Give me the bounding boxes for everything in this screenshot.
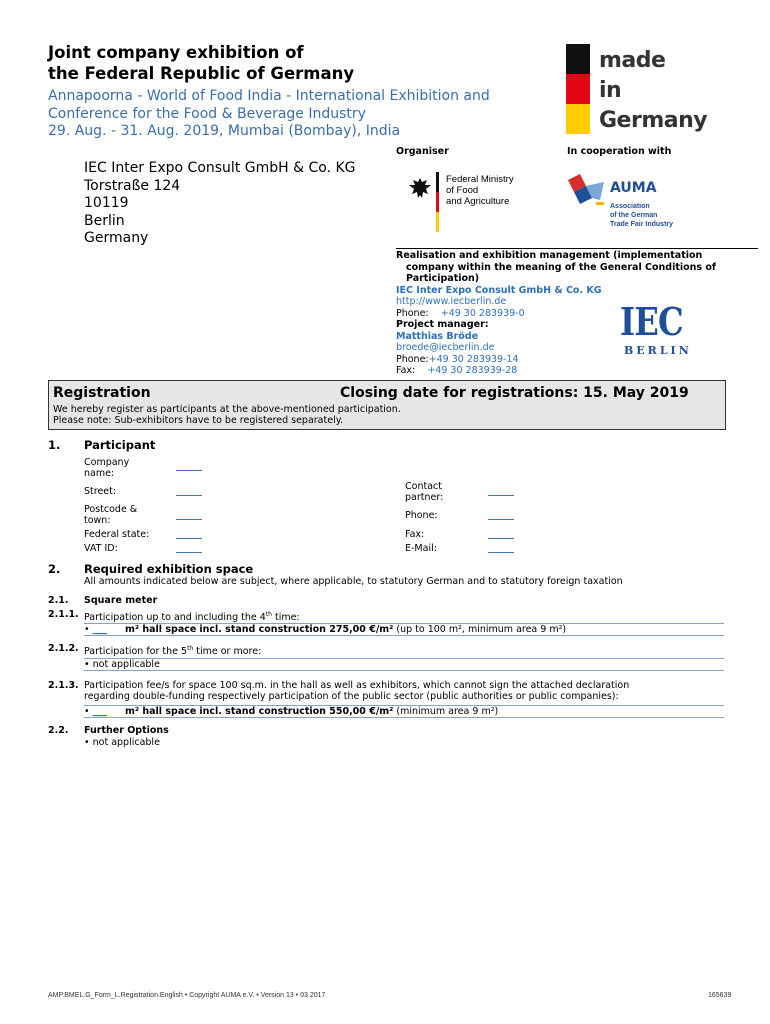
auma-line-1: Association bbox=[610, 203, 650, 210]
footer-form-number: 165639 bbox=[708, 992, 732, 999]
option-2-1-3[interactable]: • ___ m² hall space incl. stand construction 550,00 €/m² (minimum area 9 m²) bbox=[84, 705, 724, 718]
section-2-number: 2. bbox=[48, 562, 61, 576]
s213-text-2: regarding double-funding respectively participation of the public sector (public authorities or public companies): bbox=[84, 691, 619, 702]
company-label-2: name: bbox=[84, 468, 115, 479]
project-manager-name: Matthias Bröde bbox=[396, 330, 479, 342]
mig-line-2: in bbox=[599, 78, 622, 103]
address-block bbox=[84, 160, 356, 248]
flag-gold-bar bbox=[566, 104, 590, 134]
s213-rest: (minimum area 9 m²) bbox=[396, 706, 499, 717]
s211-text-a: Participation up to and including the 4 bbox=[84, 612, 266, 624]
section-2-1-title: Square meter bbox=[84, 595, 158, 606]
s212-text-b: time or more: bbox=[193, 646, 262, 658]
subtitle-line-2: Conference for the Food & Beverage Industry bbox=[48, 105, 366, 122]
email-field[interactable] bbox=[488, 552, 514, 553]
cooperation-label: In cooperation with bbox=[567, 146, 672, 157]
federal-state-label: Federal state: bbox=[84, 529, 150, 540]
berlin-logo-text: BERLIN bbox=[624, 344, 692, 357]
s211-sup: th bbox=[265, 611, 272, 618]
document-title bbox=[48, 42, 354, 84]
address-company: IEC Inter Expo Consult GmbH & Co. KG bbox=[84, 160, 356, 176]
realisation-heading-3: Participation) bbox=[406, 273, 480, 284]
made-in-germany-logo bbox=[566, 44, 726, 140]
section-2-1-number: 2.1. bbox=[48, 595, 69, 606]
contact-label-1: Contact bbox=[405, 481, 442, 492]
pm-phone-label: Phone: bbox=[396, 353, 429, 365]
subtitle-line-1: Annapoorna - World of Food India - International Exhibition and bbox=[48, 88, 490, 104]
s211-blank[interactable]: ___ bbox=[92, 624, 107, 635]
phone-label: Phone: bbox=[396, 307, 429, 319]
bmel-line-1: Federal Ministry bbox=[446, 174, 514, 185]
iec-berlin-logo bbox=[620, 299, 706, 360]
title-line-1: Joint company exhibition of bbox=[48, 43, 304, 62]
s213-text-1: Participation fee/s for space 100 sq.m. in the hall as well as exhibitors, which cannot sign the attached declaration bbox=[84, 680, 630, 691]
flag-stripe-red bbox=[436, 192, 439, 212]
auma-line-3: Trade Fair Industry bbox=[610, 221, 674, 228]
street-field[interactable] bbox=[176, 495, 202, 496]
bmel-name bbox=[446, 174, 514, 207]
pm-fax-label: Fax: bbox=[396, 365, 416, 376]
project-manager-label: Project manager: bbox=[396, 319, 489, 330]
section-1-title: Participant bbox=[84, 438, 156, 452]
subtitle-line-3: 29. Aug. - 31. Aug. 2019, Mumbai (Bombay), India bbox=[48, 123, 401, 139]
closing-date: Closing date for registrations: 15. May 2019 bbox=[340, 385, 689, 401]
organiser-label: Organiser bbox=[396, 146, 449, 157]
auma-logo bbox=[566, 172, 696, 234]
section-2-2-title: Further Options bbox=[84, 725, 169, 736]
postcode-label-1: Postcode & bbox=[84, 504, 138, 515]
street-label: Street: bbox=[84, 486, 117, 497]
realisation-company: IEC Inter Expo Consult GmbH & Co. KG bbox=[396, 284, 602, 296]
section-2-1-1-number: 2.1.1. bbox=[48, 609, 79, 620]
company-name-label bbox=[84, 457, 129, 479]
s212-sup: th bbox=[187, 645, 194, 652]
bmel-logo bbox=[408, 172, 518, 234]
auma-name: AUMA bbox=[610, 180, 657, 196]
auma-subtitle bbox=[610, 202, 673, 229]
registration-note bbox=[53, 404, 401, 426]
s213-unit: m² hall space bbox=[125, 706, 197, 717]
section-2-1-3-number: 2.1.3. bbox=[48, 680, 79, 691]
section-2-1-3-text bbox=[84, 680, 734, 702]
vat-id-field[interactable] bbox=[176, 552, 202, 553]
s211-price: incl. stand construction 275,00 €/m² bbox=[199, 624, 394, 635]
project-manager-email[interactable]: broede@iecberlin.de bbox=[396, 342, 495, 353]
company-name-field[interactable] bbox=[176, 470, 202, 471]
address-street: Torstraße 124 bbox=[84, 177, 181, 194]
title-line-2: the Federal Republic of Germany bbox=[48, 64, 355, 83]
s213-price: incl. stand construction 550,00 €/m² bbox=[199, 706, 394, 717]
contact-partner-label bbox=[405, 481, 443, 503]
realisation-heading-2: company within the meaning of the General Conditions of bbox=[406, 261, 717, 273]
email-field-label: E-Mail: bbox=[405, 543, 437, 554]
pm-fax-row bbox=[396, 365, 758, 377]
postcode-field[interactable] bbox=[176, 519, 202, 520]
address-country: Germany bbox=[84, 230, 149, 246]
realisation-url[interactable]: http://www.iecberlin.de bbox=[396, 296, 507, 307]
address-postcode: 10119 bbox=[84, 195, 129, 211]
federal-state-field[interactable] bbox=[176, 538, 202, 539]
bmel-line-2: of Food bbox=[446, 185, 479, 196]
registration-note-1: We hereby register as participants at the above-mentioned participation. bbox=[53, 404, 401, 415]
postcode-label bbox=[84, 504, 137, 526]
registration-box bbox=[48, 380, 726, 430]
contact-label-2: partner: bbox=[405, 492, 444, 503]
flag-black-bar bbox=[566, 44, 590, 74]
contact-partner-field[interactable] bbox=[488, 495, 514, 496]
s211-text-b: time: bbox=[271, 612, 300, 624]
section-1-number: 1. bbox=[48, 438, 61, 452]
company-label-1: Company bbox=[84, 457, 130, 468]
phone-value[interactable]: +49 30 283939-0 bbox=[440, 307, 525, 319]
fax-field-label: Fax: bbox=[405, 529, 425, 540]
fax-field[interactable] bbox=[488, 538, 514, 539]
section-2-1-1-text bbox=[84, 609, 300, 623]
registration-note-2: Please note: Sub-exhibitors have to be registered separately. bbox=[53, 415, 343, 426]
s213-blank[interactable]: ___ bbox=[92, 706, 107, 717]
option-2-1-2: • not applicable bbox=[84, 658, 724, 671]
realisation-heading-1: Realisation and exhibition management (implementation bbox=[396, 250, 703, 261]
tax-note: All amounts indicated below are subject, where applicable, to statutory German and to statutory foreign taxation bbox=[84, 576, 623, 587]
section-2-title: Required exhibition space bbox=[84, 562, 254, 576]
postcode-label-2: town: bbox=[84, 515, 111, 526]
mig-line-1: made bbox=[599, 48, 666, 73]
s211-rest: (up to 100 m², minimum area 9 m²) bbox=[396, 624, 567, 635]
mig-line-3: Germany bbox=[599, 108, 708, 133]
section-2-1-2-number: 2.1.2. bbox=[48, 643, 79, 654]
phone-field-label: Phone: bbox=[405, 510, 438, 521]
phone-field[interactable] bbox=[488, 519, 514, 520]
vat-id-label: VAT ID: bbox=[84, 543, 118, 554]
flag-stripe-gold bbox=[436, 212, 439, 232]
section-2-2-number: 2.2. bbox=[48, 725, 69, 736]
event-subtitle bbox=[48, 88, 490, 141]
auma-line-2: of the German bbox=[610, 212, 658, 219]
iec-logo-text: IEC bbox=[620, 299, 683, 344]
auma-logo-icon bbox=[566, 172, 606, 208]
federal-eagle-icon bbox=[408, 176, 432, 202]
pm-phone-value[interactable]: +49 30 283939-14 bbox=[428, 353, 519, 365]
flag-red-bar bbox=[566, 74, 590, 104]
section-2-2-option: • not applicable bbox=[84, 737, 160, 748]
address-city: Berlin bbox=[84, 212, 125, 229]
pm-fax-value: +49 30 283939-28 bbox=[427, 365, 518, 376]
bmel-line-3: and Agriculture bbox=[446, 196, 510, 207]
s212-text-a: Participation for the 5 bbox=[84, 646, 188, 658]
option-2-1-1[interactable]: • ___ m² hall space incl. stand construction 275,00 €/m² (up to 100 m², minimum area 9 m²) bbox=[84, 623, 724, 636]
registration-title: Registration bbox=[53, 385, 151, 401]
footer-copyright: AMP.BMEL.G_Form_L.Registration.English • Copyright AUMA e.V. • Version 13 • 03.2017 bbox=[48, 992, 326, 999]
s211-unit: m² hall space bbox=[125, 624, 197, 635]
section-2-1-2-text bbox=[84, 643, 261, 657]
flag-stripe-black bbox=[436, 172, 439, 192]
